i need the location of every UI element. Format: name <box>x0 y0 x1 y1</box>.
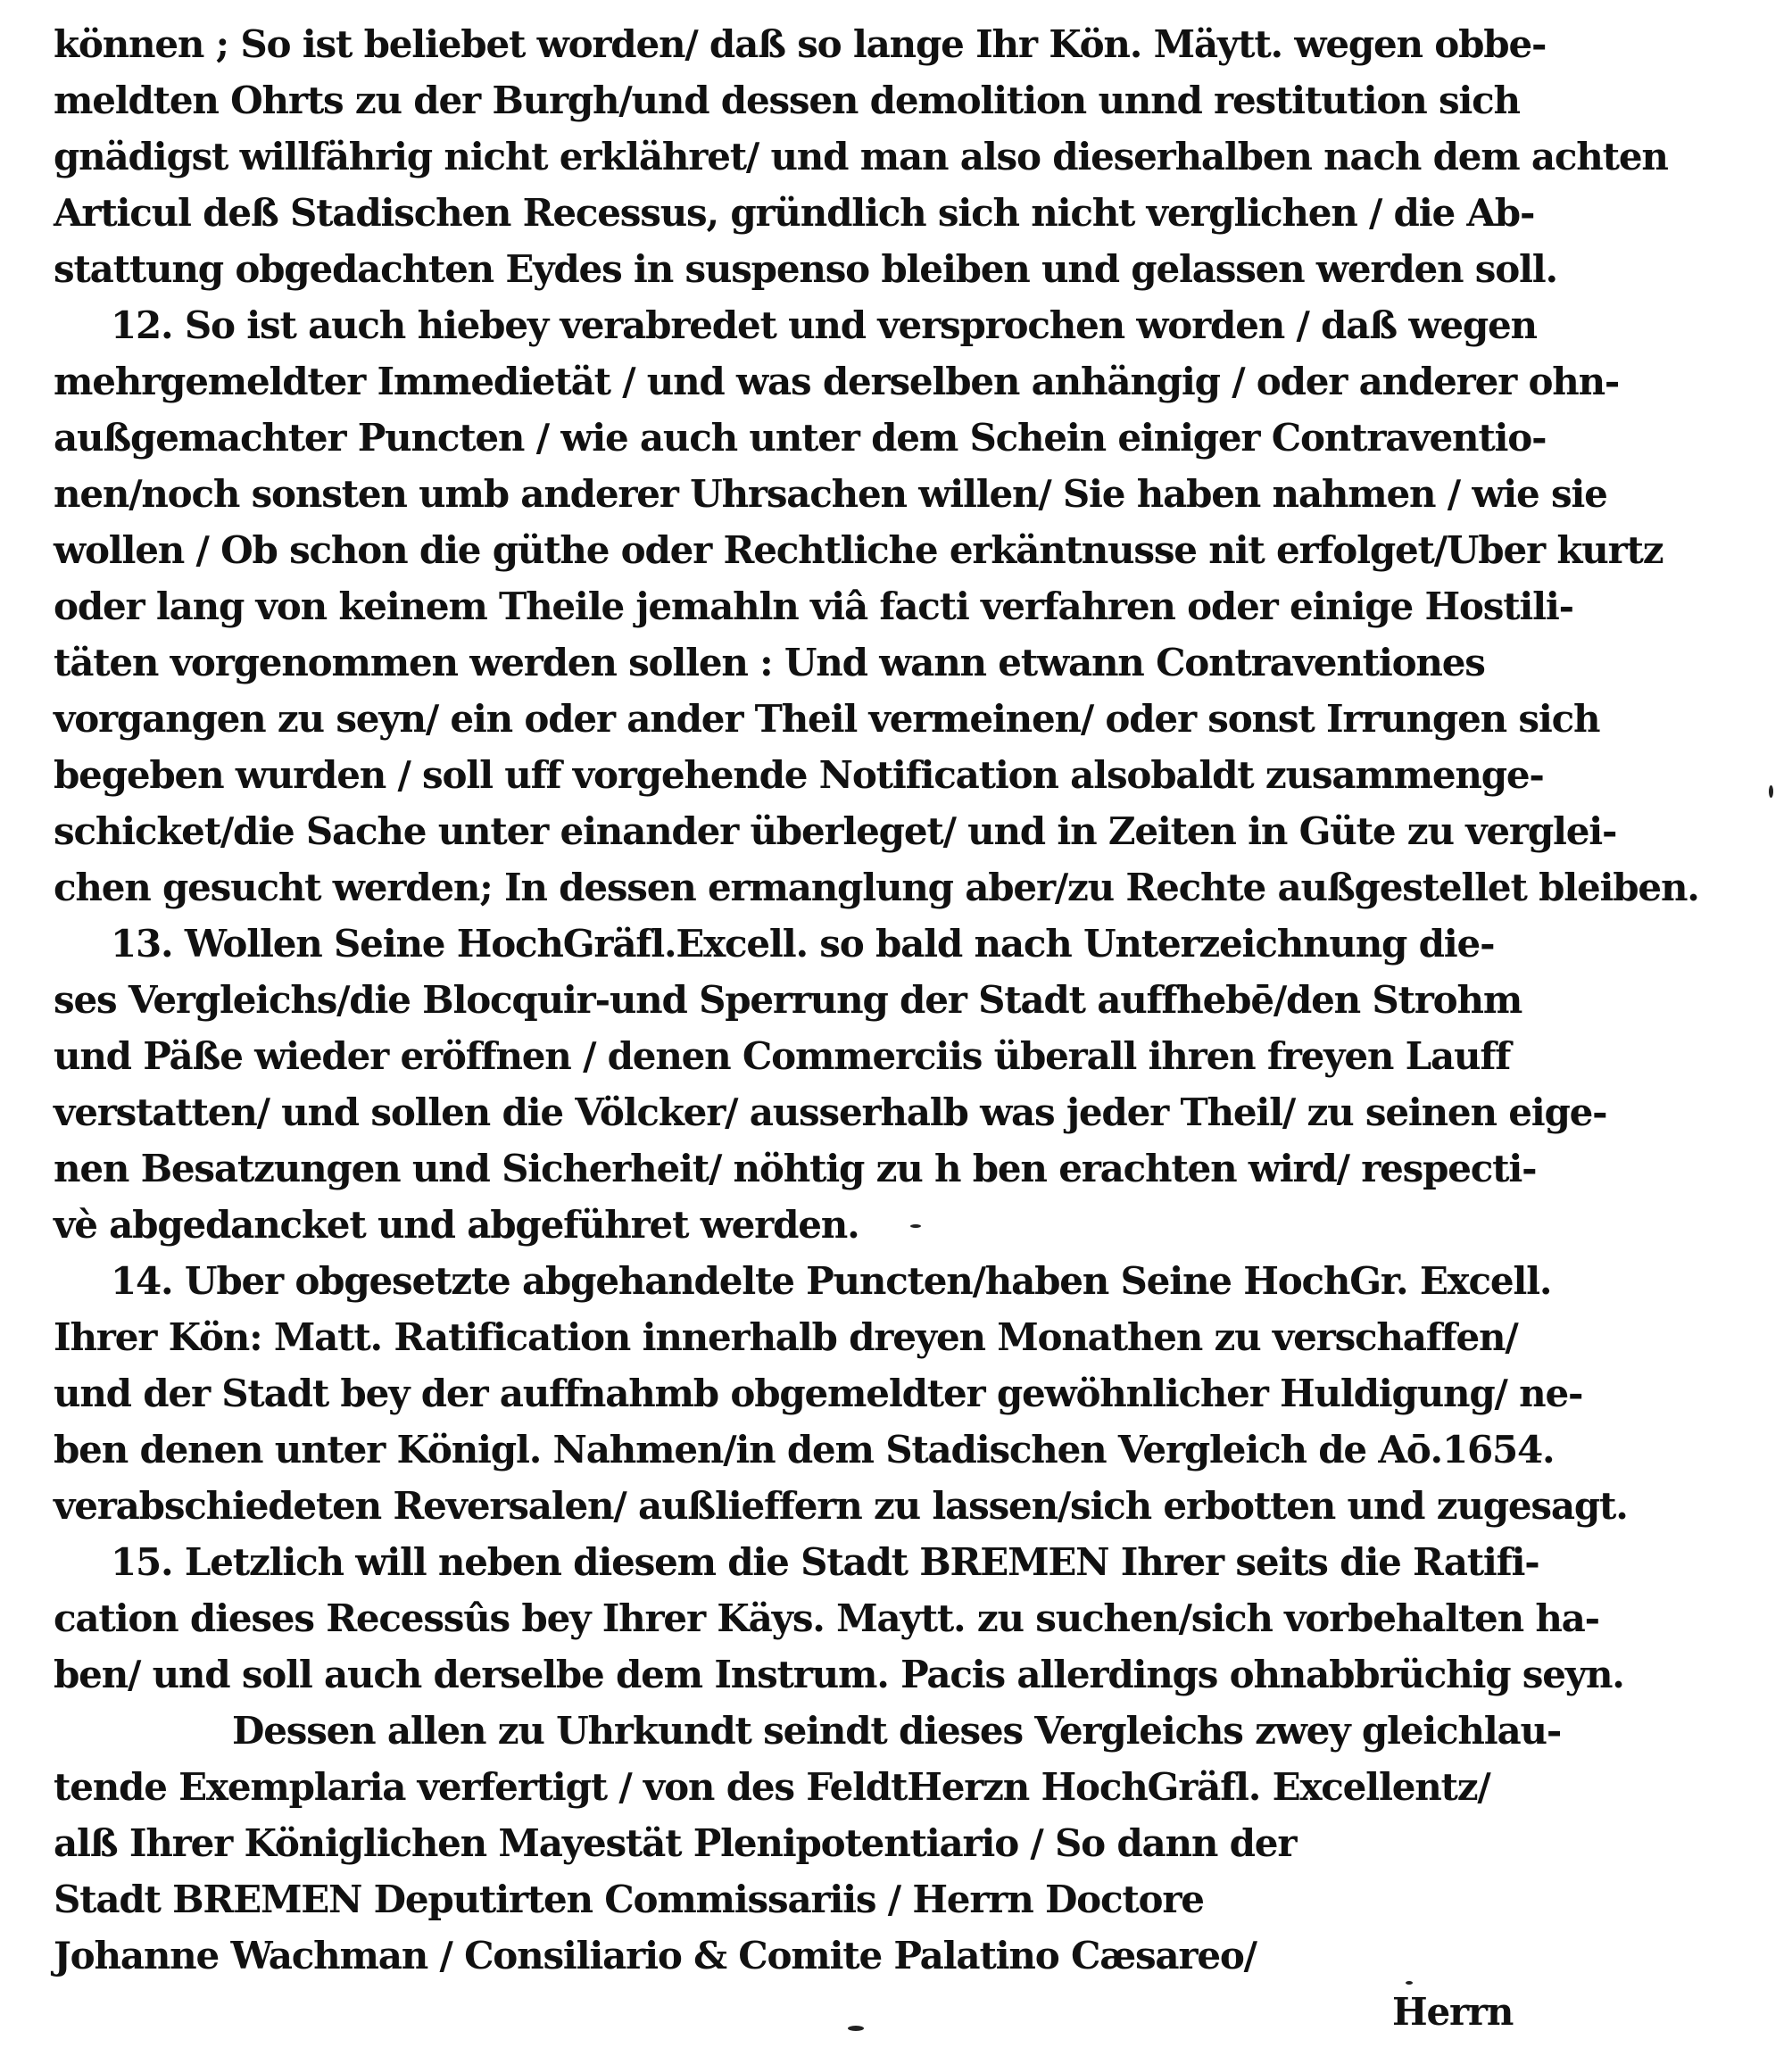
text-line: ses Vergleichs/die Blocquir-und Sperrung der Stadt auffhebē/den Strohm <box>54 978 1522 1022</box>
text-line: Ihrer Kön: Matt. Ratification innerhalb dreyen Monathen zu verschaffen/ <box>54 1315 1518 1359</box>
text-line: chen gesucht werden; In dessen ermanglung aber/zu Rechte außgestellet bleiben. <box>54 866 1699 909</box>
text-line: ben denen unter Königl. Nahmen/in dem Stadischen Vergleich de Aō.1654. <box>54 1428 1555 1472</box>
text-line: Stadt BREMEN Deputirten Commissariis / Herrn Doctore <box>54 1878 1204 1921</box>
text-line: stattung obgedachten Eydes in suspenso bleiben und gelassen werden soll. <box>54 247 1557 291</box>
scan-speck <box>1769 785 1773 798</box>
scan-speck <box>910 1224 921 1228</box>
section-15-start: 15. Letzlich will neben diesem die Stadt BREMEN Ihrer seits die Ratifi- <box>111 1540 1539 1584</box>
text-line: ben/ und soll auch derselbe dem Instrum. Pacis allerdings ohnabbrüchig seyn. <box>54 1653 1624 1696</box>
text-line: cation dieses Recessûs bey Ihrer Käys. Maytt. zu suchen/sich vorbehalten ha- <box>54 1596 1599 1640</box>
text-line: tende Exemplaria verfertigt / von des FeldtHerzn HochGräfl. Excellentz/ <box>54 1765 1490 1809</box>
text-line: nen Besatzungen und Sicherheit/ nöhtig zu h ben erachten wird/ respecti- <box>54 1147 1537 1190</box>
text-line: Johanne Wachman / Consiliario & Comite Palatino Cæsareo/ <box>54 1934 1257 1977</box>
text-line: und Päße wieder eröffnen / denen Commerciis überall ihren freyen Lauff <box>54 1034 1511 1078</box>
text-line: begeben wurden / soll uff vorgehende Notification alsobaldt zusammenge- <box>54 753 1544 797</box>
text-line: nen/noch sonsten umb anderer Uhrsachen willen/ Sie haben nahmen / wie sie <box>54 472 1607 516</box>
section-13-start: 13. Wollen Seine HochGräfl.Excell. so bald nach Unterzeichnung die- <box>111 922 1495 966</box>
text-line: außgemachter Puncten / wie auch unter dem Schein einiger Contraventio- <box>54 416 1547 460</box>
scan-speck <box>1406 1981 1413 1985</box>
text-line: können ; So ist beliebet worden/ daß so lange Ihr Kön. Mäytt. wegen obbe- <box>54 22 1547 66</box>
text-line: schicket/die Sache unter einander überleget/ und in Zeiten in Güte zu verglei- <box>54 809 1617 853</box>
text-line: wollen / Ob schon die güthe oder Rechtliche erkäntnusse nit erfolget/Uber kurtz <box>54 528 1663 572</box>
text-line: meldten Ohrts zu der Burgh/und dessen demolition unnd restitution sich <box>54 79 1520 122</box>
closing-paragraph-start: Dessen allen zu Uhrkundt seindt dieses Vergleichs zwey gleichlau- <box>232 1709 1562 1753</box>
text-line: täten vorgenommen werden sollen : Und wann etwann Contraventiones <box>54 641 1485 684</box>
text-line: vorgangen zu seyn/ ein oder ander Theil vermeinen/ oder sonst Irrungen sich <box>54 697 1600 741</box>
text-line: vè abgedancket und abgeführet werden. <box>54 1203 859 1247</box>
document-body <box>54 16 1699 2040</box>
text-line: Articul deß Stadischen Recessus, gründlich sich nicht verglichen / die Ab- <box>54 191 1535 235</box>
text-line: gnädigst willfährig nicht erklähret/ und man also dieserhalben nach dem achten <box>54 135 1668 178</box>
text-line: oder lang von keinem Theile jemahln viâ facti verfahren oder einige Hostili- <box>54 584 1573 628</box>
text-line: alß Ihrer Königlichen Mayestät Plenipotentiario / So dann der <box>54 1821 1297 1865</box>
catchword: Herrn <box>1392 1990 1514 2034</box>
text-line: verstatten/ und sollen die Völcker/ ausserhalb was jeder Theil/ zu seinen eige- <box>54 1090 1607 1134</box>
text-line: mehrgemeldter Immedietät / und was derselben anhängig / oder anderer ohn- <box>54 360 1620 403</box>
section-12-start: 12. So ist auch hiebey verabredet und versprochen worden / daß wegen <box>111 303 1537 347</box>
scan-speck <box>848 2026 864 2031</box>
text-line: verabschiedeten Reversalen/ außlieffern zu lassen/sich erbotten und zugesagt. <box>54 1484 1628 1528</box>
text-line: und der Stadt bey der auffnahmb obgemeldter gewöhnlicher Huldigung/ ne- <box>54 1372 1583 1415</box>
section-14-start: 14. Uber obgesetzte abgehandelte Puncten/haben Seine HochGr. Excell. <box>111 1259 1552 1303</box>
